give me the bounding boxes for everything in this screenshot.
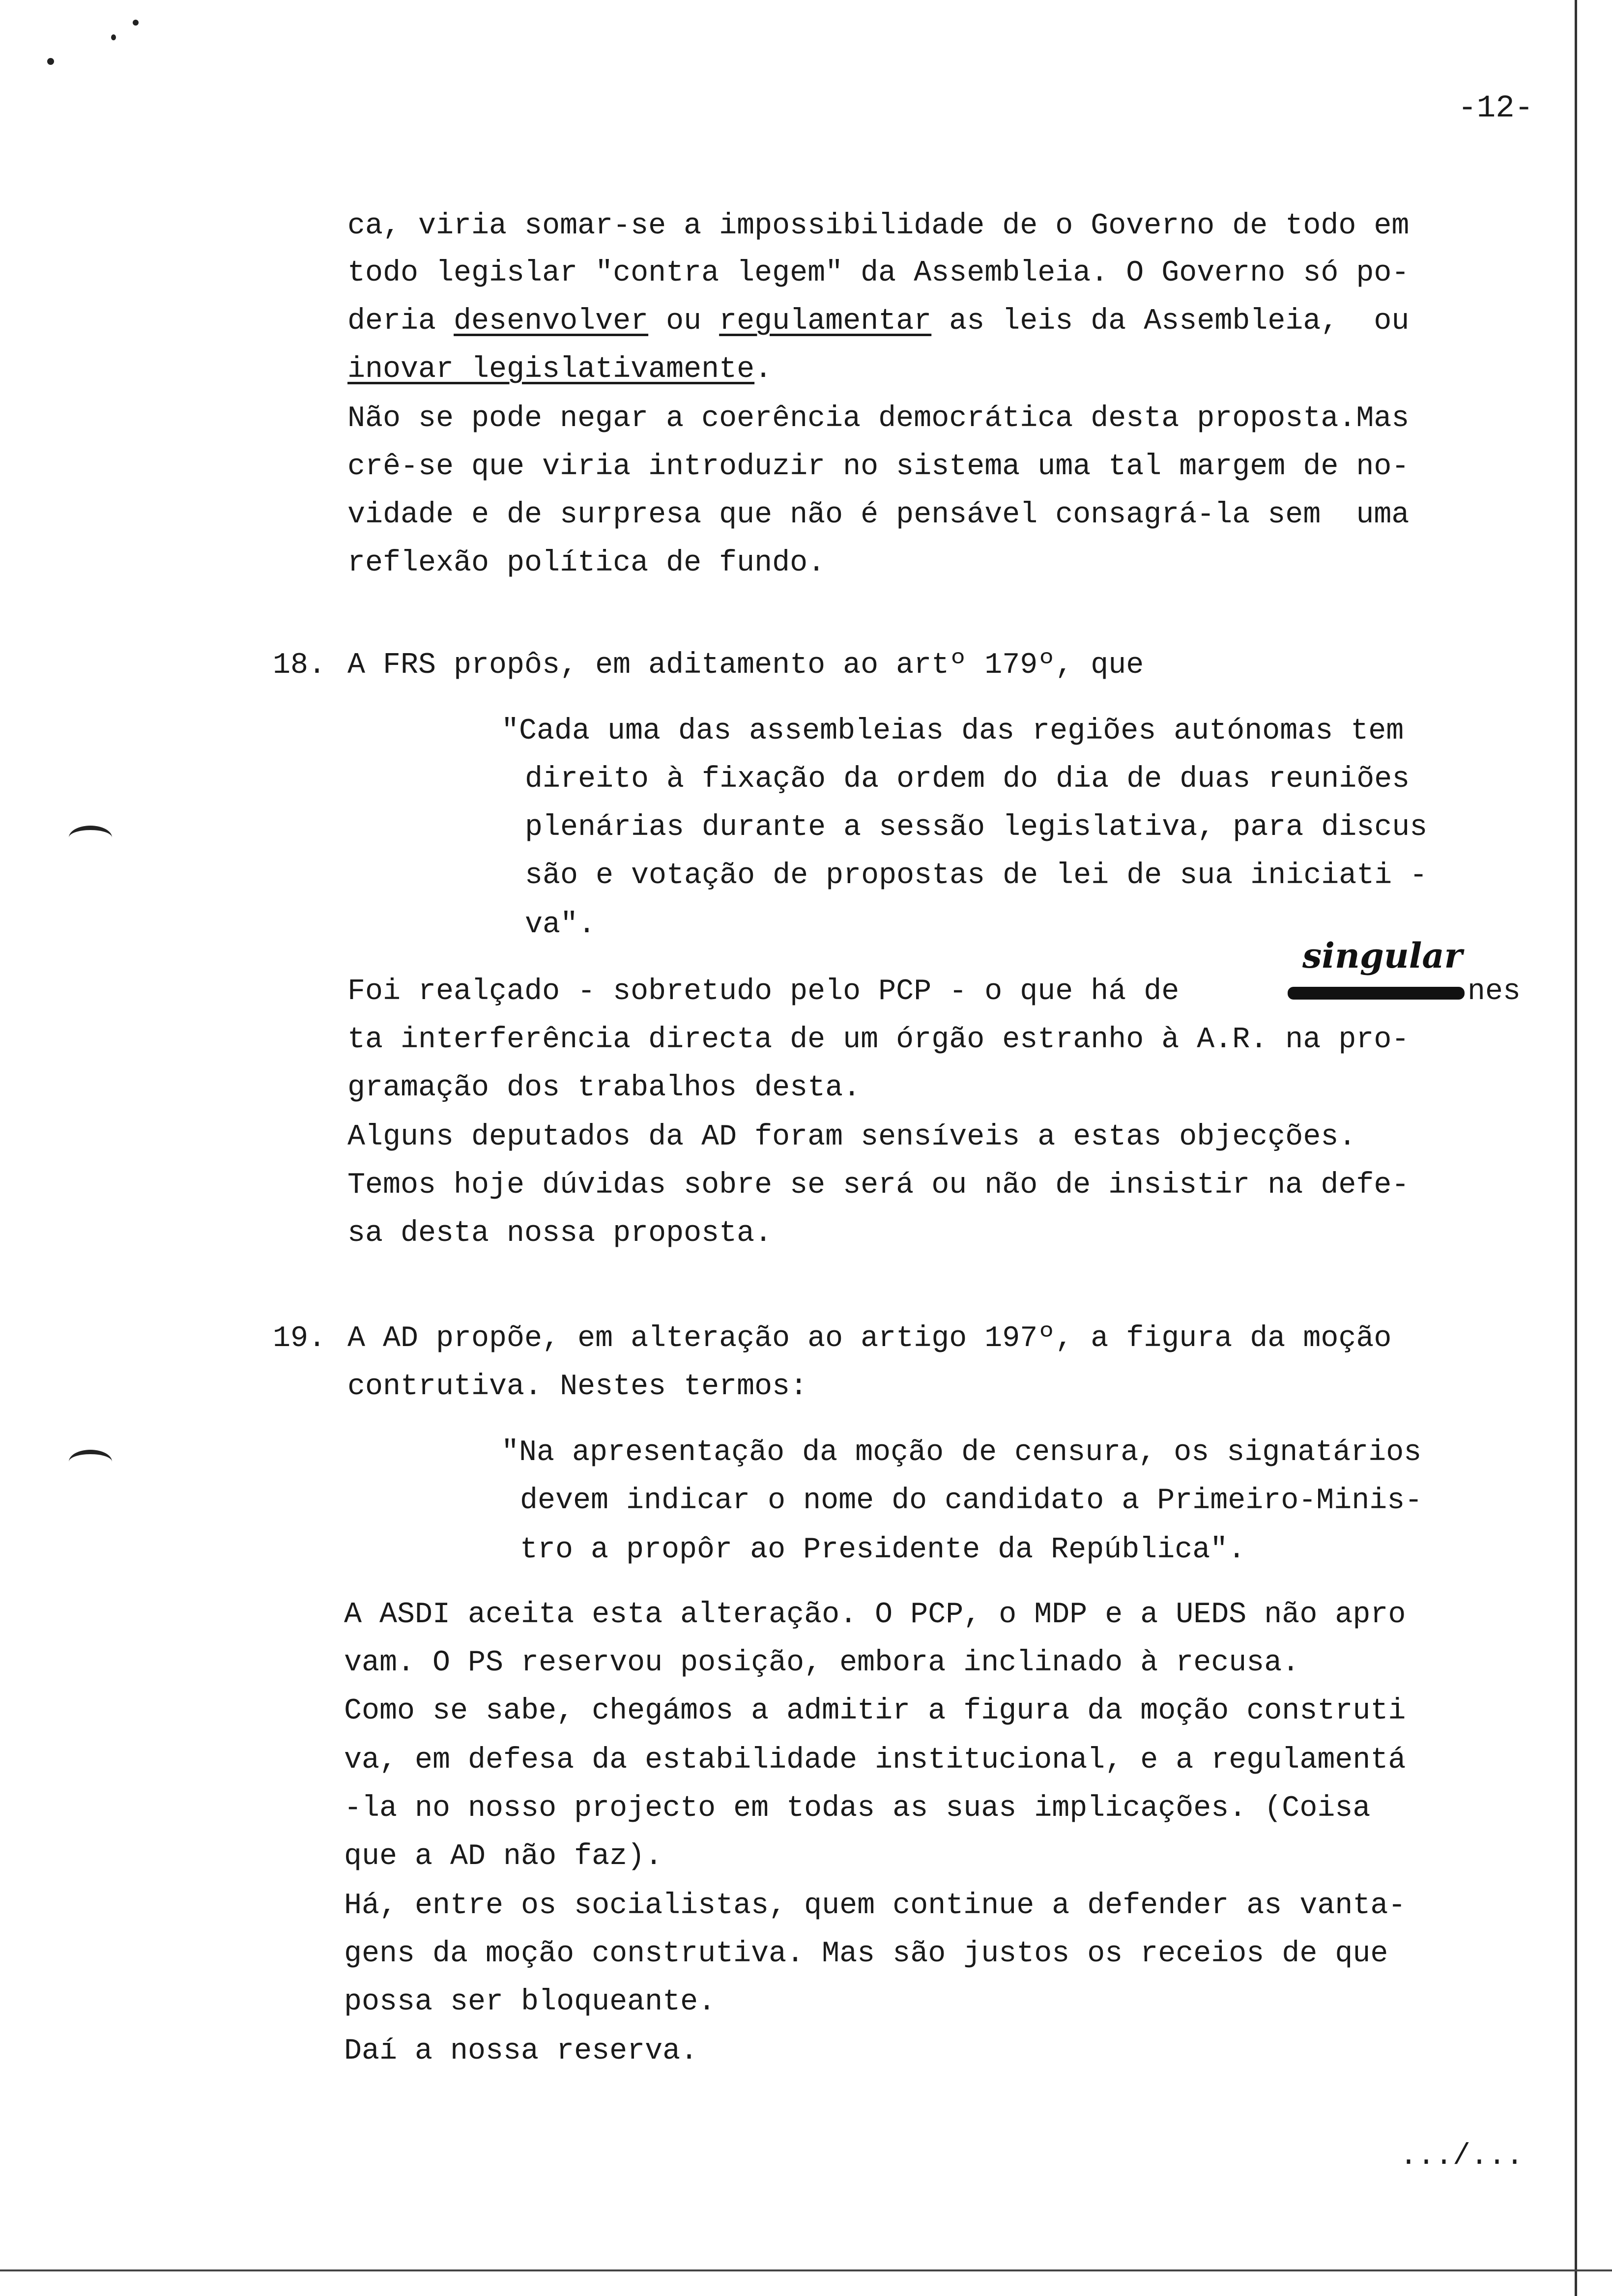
text-line: A FRS propôs, em aditamento ao artº 179º, que (347, 649, 1144, 682)
text-line: ca, viria somar-se a impossibilidade de o Governo de todo em (347, 209, 1410, 243)
text-line: A ASDI aceita esta alteração. O PCP, o MDP e a UEDS não apro (344, 1598, 1406, 1632)
text-line: todo legislar "contra legem" da Assembleia. O Governo só po- (347, 257, 1410, 290)
text-line: gens da moção construtiva. Mas são justos os receios de que (344, 1937, 1388, 1971)
page-edge-bottom (0, 2269, 1612, 2271)
page-number: -12- (1458, 91, 1533, 126)
crossed-out-word (1288, 987, 1465, 1000)
underlined-term: regulamentar (719, 305, 932, 338)
quote-line: devem indicar o nome do candidato a Primeiro-Minis- (520, 1484, 1423, 1518)
quote-line: va". (525, 908, 596, 942)
text-span: ou (648, 305, 720, 338)
text-line: Temos hoje dúvidas sobre se será ou não de insistir na defe- (347, 1169, 1410, 1202)
text-line: A AD propõe, em alteração ao artigo 197º, a figura da moção (347, 1322, 1392, 1355)
text-line: sa desta nossa proposta. (347, 1217, 773, 1250)
ink-speck (47, 58, 54, 65)
text-line: Daí a nossa reserva. (344, 2035, 698, 2068)
quote-line: tro a propôr ao Presidente da República". (520, 1533, 1246, 1567)
text-line: -la no nosso projecto em todas as suas implicações. (Coisa (344, 1792, 1371, 1825)
quote-line: "Cada uma das assembleias das regiões autónomas tem (501, 715, 1404, 748)
text-line: Como se sabe, chegámos a admitir a figura da moção construti (344, 1694, 1406, 1728)
text-line: Alguns deputados da AD foram sensíveis a estas objecções. (347, 1120, 1356, 1154)
quote-line: plenárias durante a sessão legislativa, para discus (525, 811, 1428, 844)
text-line: Foi realçado - sobretudo pelo PCP - o que há de (347, 975, 1180, 1008)
underlined-term: inovar legislativamente (347, 353, 755, 386)
quote-line: direito à fixação da ordem do dia de duas reuniões (525, 763, 1410, 796)
text-line: contrutiva. Nestes termos: (347, 1370, 808, 1404)
text-line: ta interferência directa de um órgão estranho à A.R. na pro- (347, 1023, 1410, 1057)
text-line: crê-se que viria introduzir no sistema uma tal margem de no- (347, 450, 1410, 484)
punch-hole-mark (69, 826, 112, 850)
text-line: va, em defesa da estabilidade institucional, e a regulamentá (344, 1744, 1406, 1777)
text-line: vidade e de surpresa que não é pensável consagrá-la sem uma (347, 498, 1410, 532)
text-line: Há, entre os socialistas, quem continue a defender as vanta- (344, 1889, 1406, 1923)
ink-speck (133, 20, 139, 26)
text-line (347, 352, 772, 387)
page-edge-right (1575, 0, 1577, 2296)
punch-hole-mark (69, 1450, 112, 1474)
text-line: que a AD não faz). (344, 1840, 663, 1873)
text-line: possa ser bloqueante. (344, 1985, 716, 2019)
continuation-mark: .../... (1399, 2140, 1524, 2173)
quote-line: "Na apresentação da moção de censura, os signatários (501, 1436, 1422, 1469)
text-line: reflexão política de fundo. (347, 546, 826, 580)
text-span: as leis da Assembleia, ou (931, 305, 1410, 338)
item-number: 19. (273, 1322, 326, 1355)
text-line: gramação dos trabalhos desta. (347, 1071, 861, 1105)
ink-speck (111, 34, 116, 40)
underlined-term: desenvolver (454, 305, 649, 338)
item-number: 18. (273, 649, 326, 682)
text-line: vam. O PS reservou posição, embora inclinado à recusa. (344, 1646, 1300, 1680)
text-line: Não se pode negar a coerência democrática desta proposta.Mas (347, 402, 1410, 435)
text-span: . (754, 353, 773, 386)
text-span: deria (347, 305, 454, 338)
text-line (347, 304, 1409, 339)
quote-line: são e votação de propostas de lei de sua iniciati - (525, 859, 1428, 892)
handwritten-annotation: singular (1302, 935, 1463, 976)
text-line: nes (1468, 975, 1521, 1008)
